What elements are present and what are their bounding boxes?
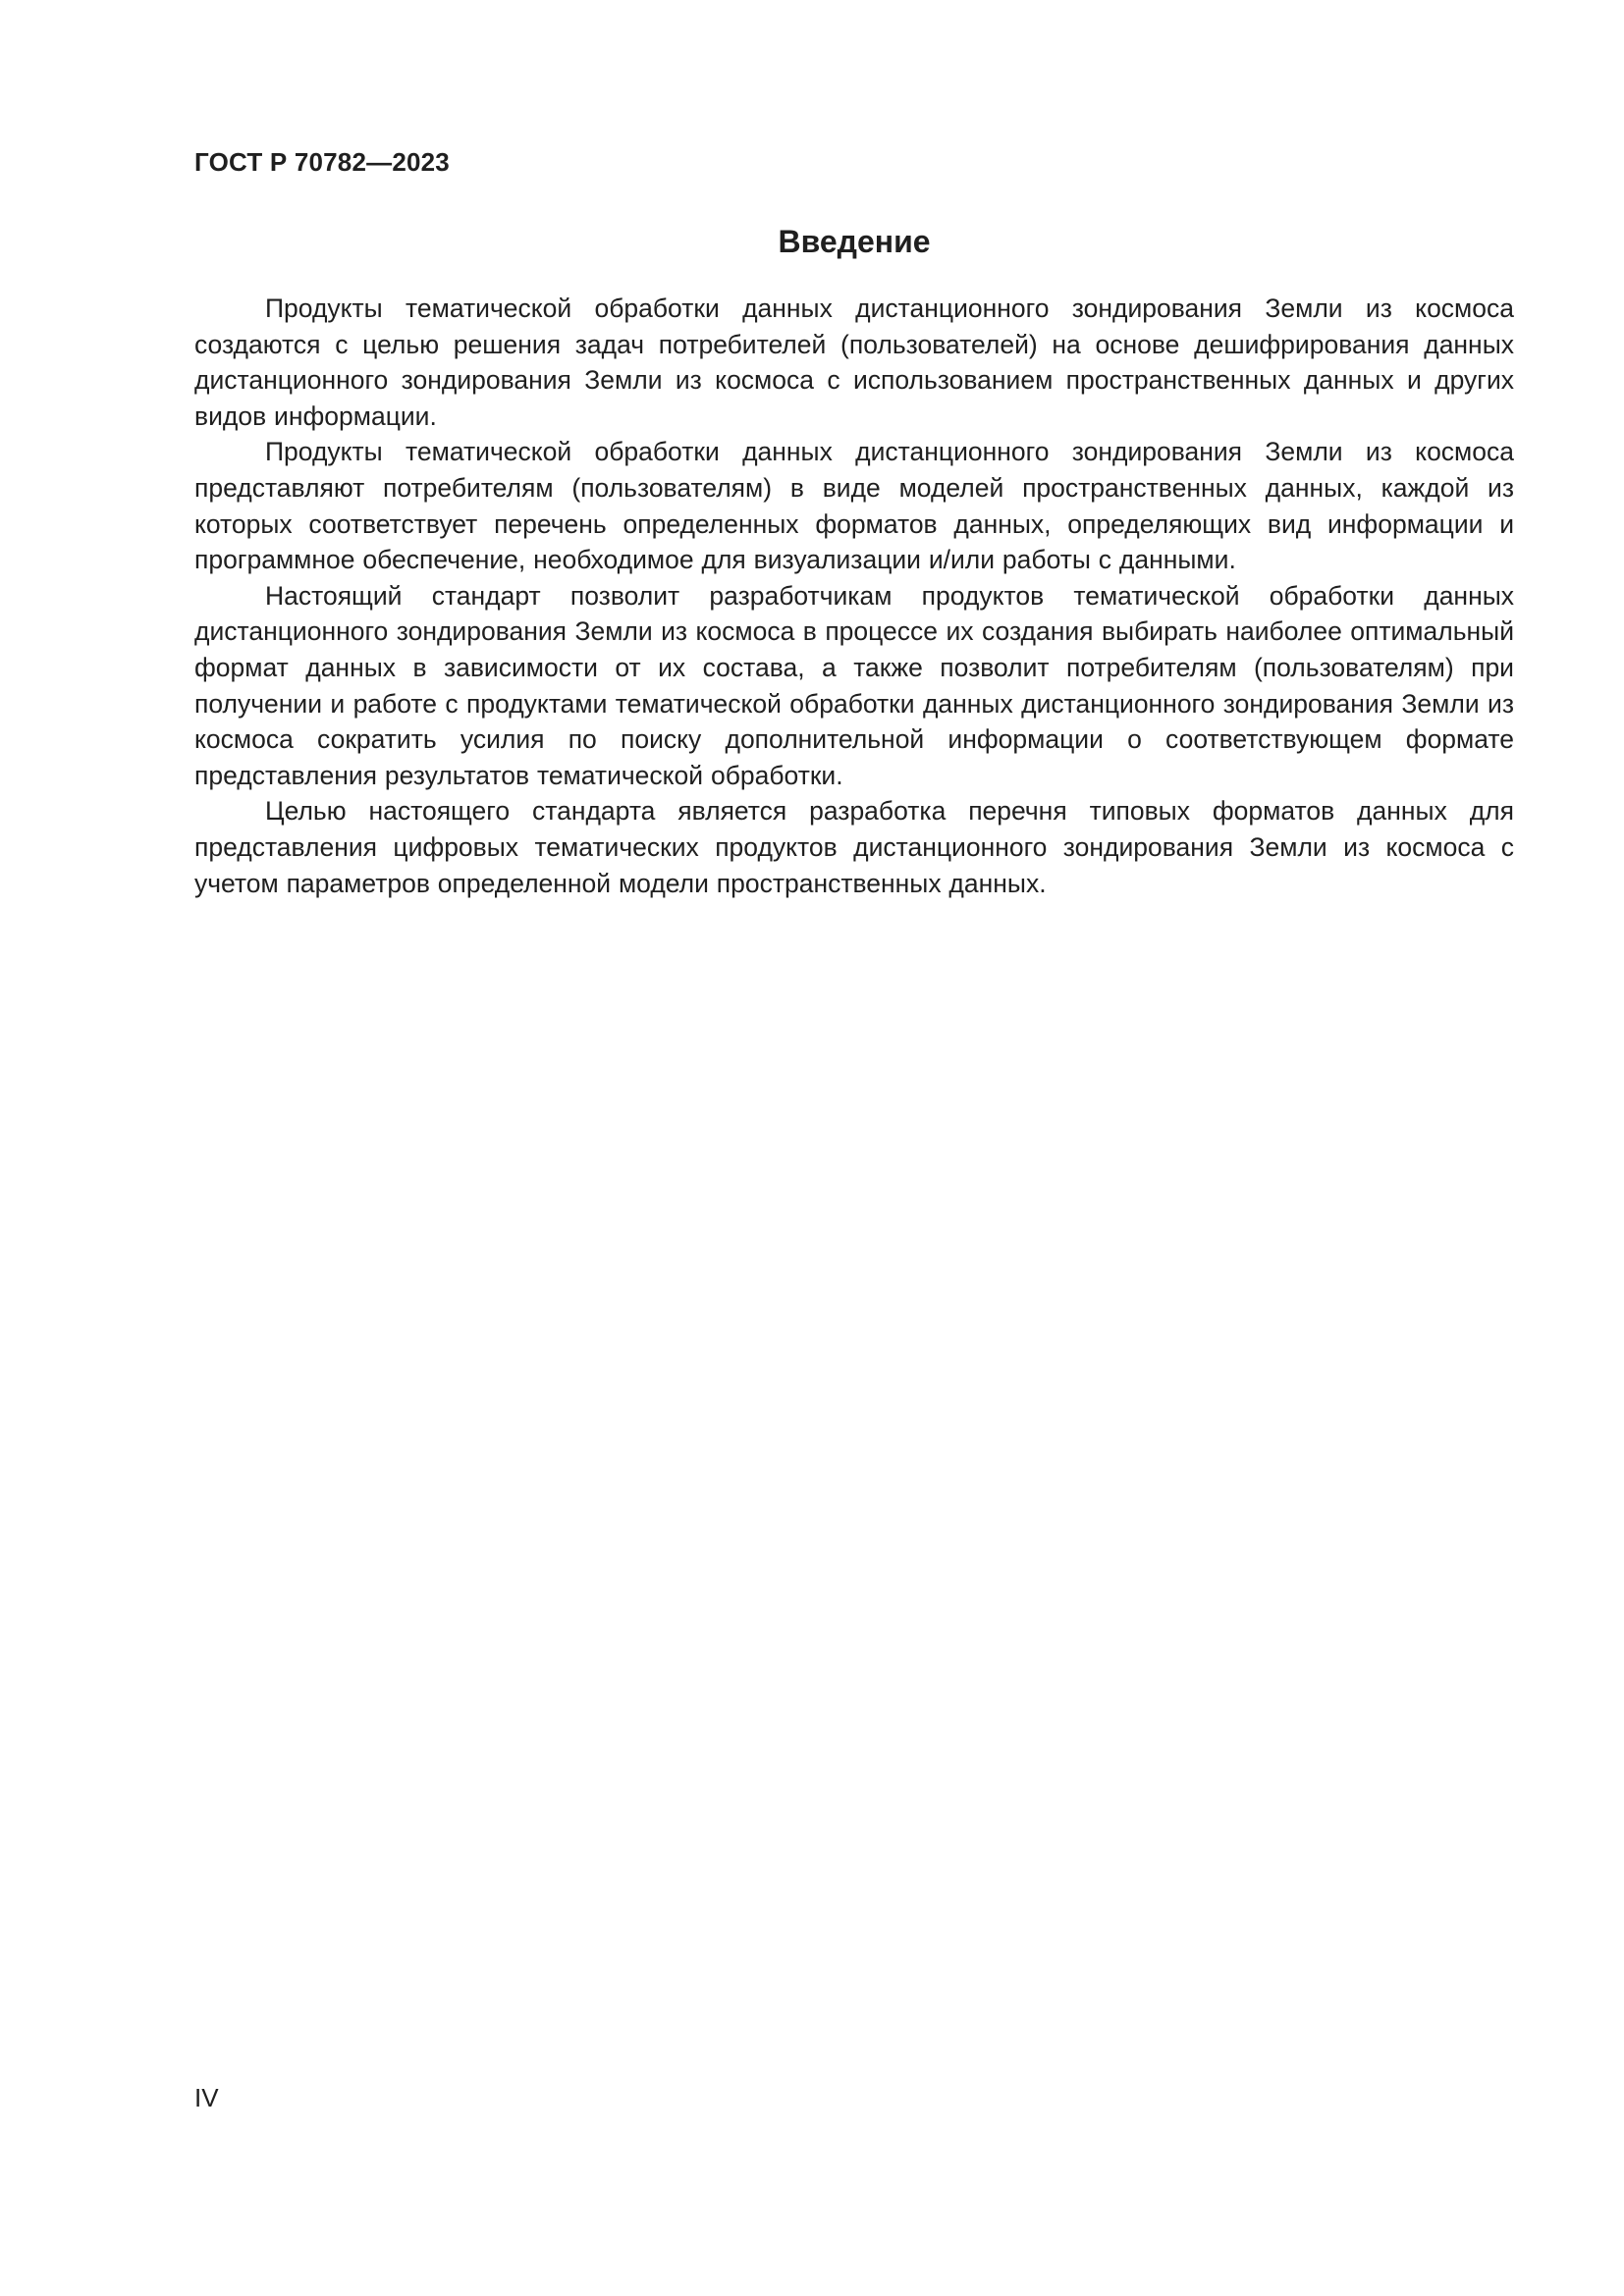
paragraph-1: Продукты тематической обработки данных дистанционного зондирования Земли из космоса создаются с целью решения задач потребителей (пользователей) на основе дешифрирования данных дистанционного зондирования Земли из космоса с использованием пространственных данных и других видов информации. <box>194 294 1514 431</box>
document-code: ГОСТ Р 70782—2023 <box>194 147 450 177</box>
section-body <box>194 291 1514 901</box>
paragraph-4: Целью настоящего стандарта является разработка перечня типовых форматов данных для представления цифровых тематических продуктов дистанционного зондирования Земли из космоса с учетом параметров определенной модели пространственных данных. <box>194 796 1514 898</box>
section-title: Введение <box>778 224 931 259</box>
page-number: IV <box>194 2083 219 2112</box>
paragraph-3: Настоящий стандарт позволит разработчикам продуктов тематической обработки данных дистанционного зондирования Земли из космоса в процессе их создания выбирать наиболее оптимальный формат данных в зависимости от их состава, а также позволит потребителям (пользователям) при получении и работе с продуктами тематической обработки данных дистанционного зондирования Земли из космоса сократить усилия по поиску дополнительной информации о соответствующем формате представления результатов тематической обработки. <box>194 580 1514 790</box>
paragraph-2: Продукты тематической обработки данных дистанционного зондирования Земли из космоса представляют потребителям (пользователям) в виде моделей пространственных данных, каждой из которых соответствует перечень определенных форматов данных, определяющих вид информации и программное обеспечение, необходимое для визуализации и/или работы с данными. <box>194 437 1514 575</box>
